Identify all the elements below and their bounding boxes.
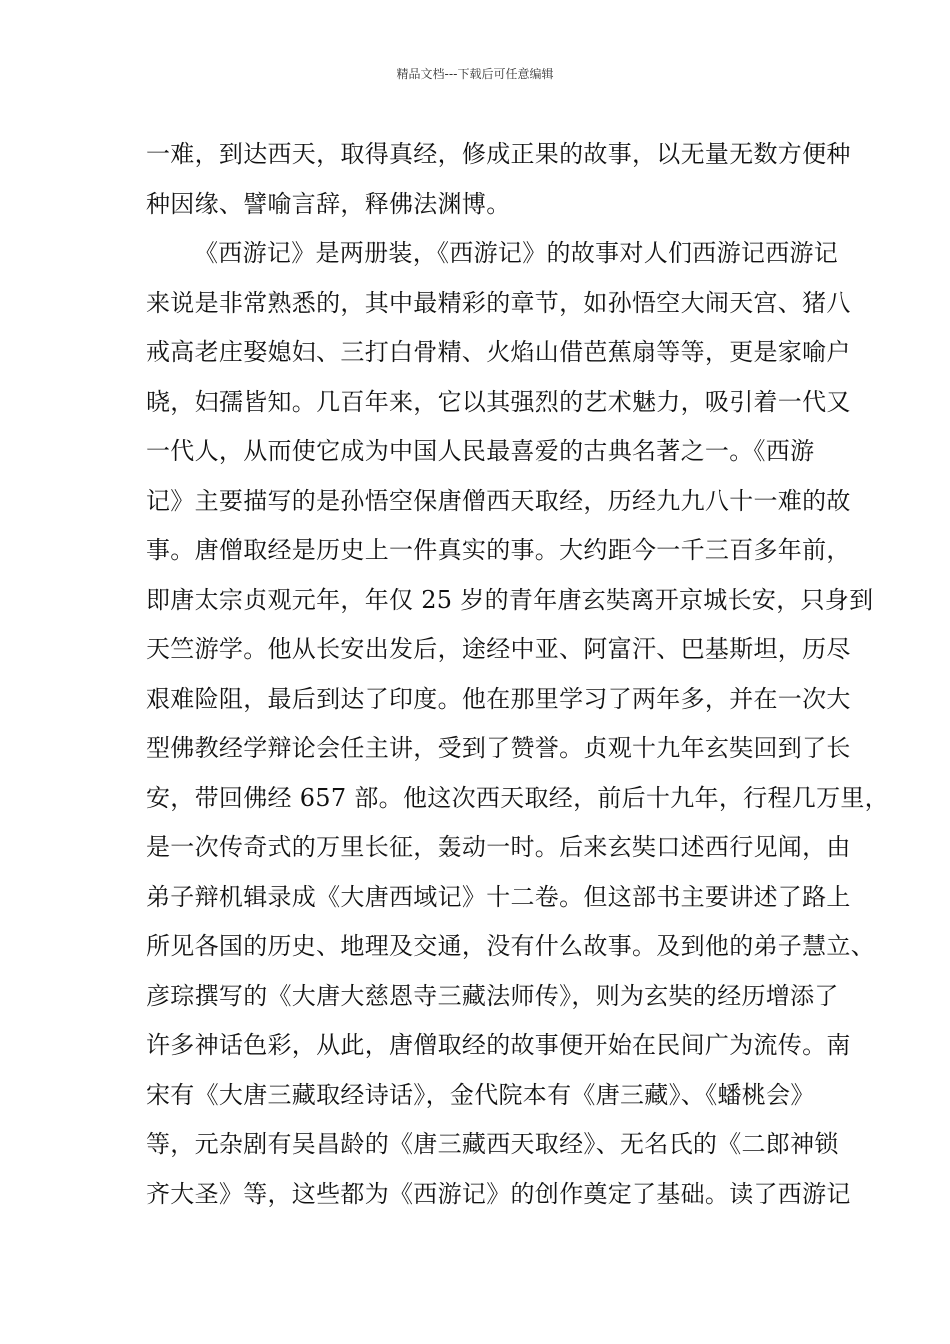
text-line: 即唐太宗贞观元年，年仅 25 岁的青年唐玄奘离开京城长安，只身到 bbox=[146, 585, 874, 614]
paragraph-start-line: 《西游记》是两册装，《西游记》的故事对人们西游记西游记 bbox=[194, 239, 839, 267]
text-line: 彦琮撰写的《大唐大慈恩寺三藏法师传》，则为玄奘的经历增添了 bbox=[146, 981, 839, 1010]
text-line: 等，元杂剧有吴昌龄的《唐三藏西天取经》、无名氏的《二郎神锁 bbox=[146, 1130, 839, 1158]
text-line: 天竺游学。他从长安出发后，途经中亚、阿富汗、巴基斯坦，历尽 bbox=[146, 635, 851, 663]
text-line: 是一次传奇式的万里长征，轰动一时。后来玄奘口述西行见闻，由 bbox=[146, 833, 851, 861]
text-line: 事。唐僧取经是历史上一件真实的事。大约距今一千三百多年前， bbox=[146, 536, 851, 564]
text-line: 记》主要描写的是孙悟空保唐僧西天取经，历经九九八十一难的故 bbox=[146, 486, 851, 515]
text-line: 许多神话色彩，从此，唐僧取经的故事便开始在民间广为流传。南 bbox=[146, 1031, 851, 1059]
text-line: 一难，到达西天，取得真经，修成正果的故事，以无量无数方便种 bbox=[146, 140, 851, 168]
text-line: 弟子辩机辑录成《大唐西域记》十二卷。但这部书主要讲述了路上 bbox=[146, 882, 851, 911]
document-body bbox=[146, 130, 889, 1219]
text-line: 戒高老庄娶媳妇、三打白骨精、火焰山借芭蕉扇等等，更是家喻户 bbox=[146, 338, 851, 366]
text-line: 种因缘、譬喻言辞，释佛法渊博。 bbox=[146, 189, 511, 218]
text-line: 艰难险阻，最后到达了印度。他在那里学习了两年多，并在一次大 bbox=[146, 684, 851, 713]
text-line: 型佛教经学辩论会任主讲，受到了赞誉。贞观十九年玄奘回到了长 bbox=[146, 734, 851, 762]
text-line: 来说是非常熟悉的，其中最精彩的章节，如孙悟空大闹天宫、猪八 bbox=[146, 288, 851, 317]
text-line: 所见各国的历史、地理及交通，没有什么故事。及到他的弟子慧立、 bbox=[146, 932, 875, 960]
text-line: 宋有《大唐三藏取经诗话》，金代院本有《唐三藏》、《蟠桃会》 bbox=[146, 1080, 815, 1109]
text-line: 安，带回佛经 657 部。他这次西天取经，前后十九年，行程几万里， bbox=[146, 783, 889, 812]
text-line: 晓，妇孺皆知。几百年来，它以其强烈的艺术魅力，吸引着一代又 bbox=[146, 387, 851, 416]
text-line: 一代人，从而使它成为中国人民最喜爱的古典名著之一。《西游 bbox=[146, 437, 815, 465]
text-line: 齐大圣》等，这些都为《西游记》的创作奠定了基础。读了西游记 bbox=[146, 1179, 851, 1208]
page-header: 精品文档---下载后可任意编辑 bbox=[396, 67, 554, 81]
